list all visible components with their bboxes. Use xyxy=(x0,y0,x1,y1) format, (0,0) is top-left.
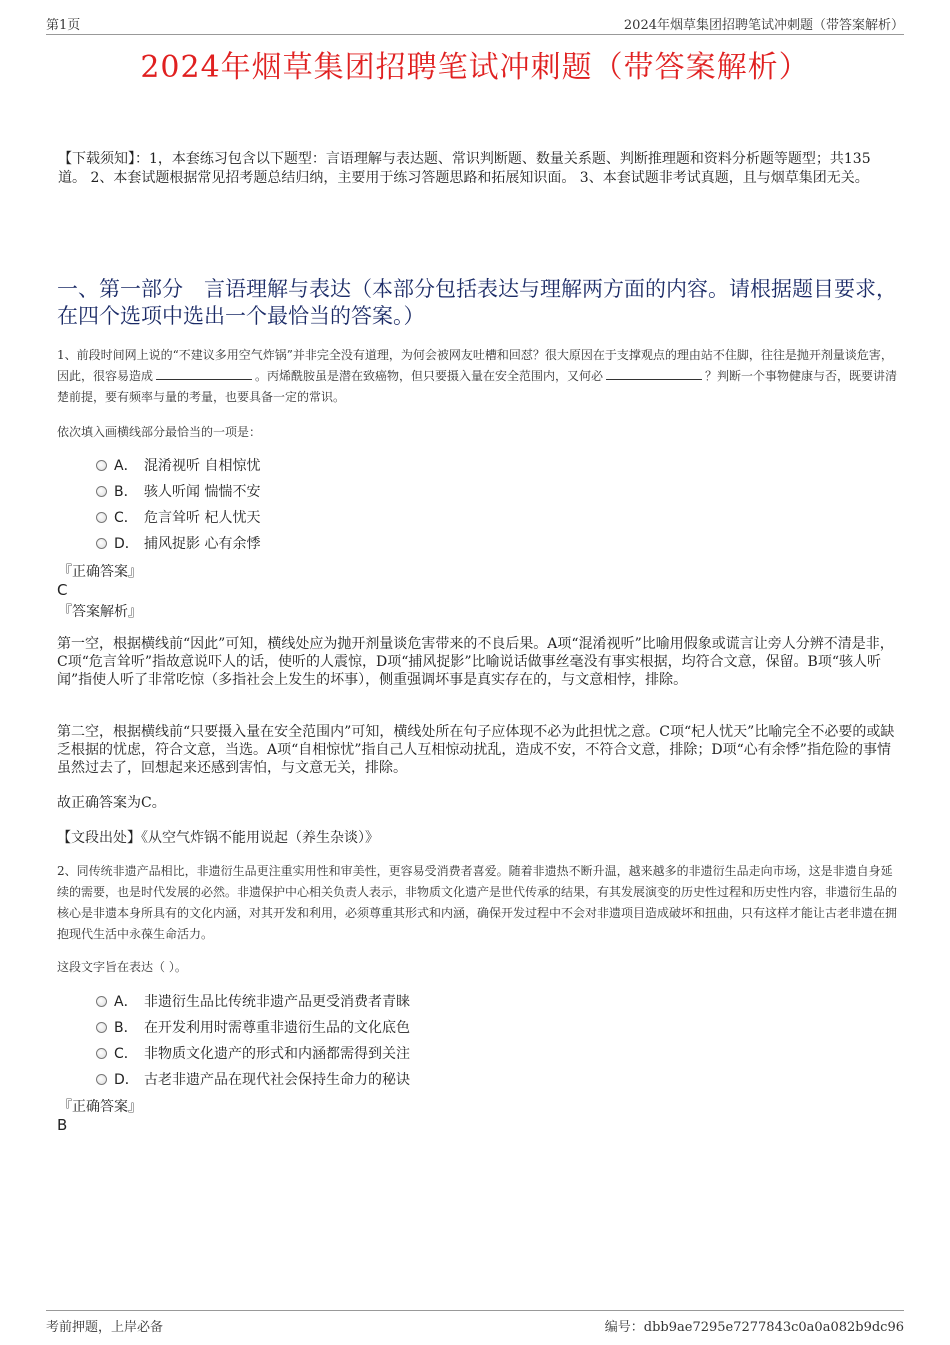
answer-value: B xyxy=(57,1116,68,1134)
option-c[interactable]: C． 非物质文化遗产的形式和内涵都需得到关注 xyxy=(96,1041,796,1067)
option-b[interactable]: B． 骇人听闻 惴惴不安 xyxy=(96,479,796,505)
fill-blank-2 xyxy=(606,367,702,380)
radio-icon[interactable] xyxy=(96,460,107,471)
radio-icon[interactable] xyxy=(96,486,107,497)
answer-label: 『正确答案』 xyxy=(58,564,142,580)
analysis-label: 『答案解析』 xyxy=(58,604,142,620)
question-2-prompt: 这段文字旨在表达（ ）。 xyxy=(57,960,187,974)
question-2-options xyxy=(96,989,796,1093)
analysis-conclusion: 故正确答案为C。 xyxy=(57,795,166,811)
download-notice: 【下载须知】：1，本套练习包含以下题型：言语理解与表达题、常识判断题、数量关系题、判断推理题和资料分析题等题型；共135道。 2、本套试题根据常见招考题总结归纳，主要用于练习答题思路和拓展知识面。 3、本套试题非考试真题，且与烟草集团无关。 xyxy=(58,151,871,186)
question-1-text-part1: 1、前段时间网上说的“不建议多用空气炸锅”并非完全没有道理，为何会被网友吐槽和回怼？很大原因在于支撑观点的理由站不住脚，往往是抛开剂量谈危害，因此，很容易造成 xyxy=(57,348,893,383)
option-a[interactable]: A． 混淆视听 自相惊忧 xyxy=(96,453,796,479)
page-footer xyxy=(46,1310,904,1336)
option-d[interactable]: D． 古老非遗产品在现代社会保持生命力的秘诀 xyxy=(96,1067,796,1093)
radio-icon[interactable] xyxy=(96,1022,107,1033)
analysis-paragraph-2: 第二空，根据横线前“只要摄入量在安全范围内”可知，横线处所在句子应体现不必为此担忧之意。C项“杞人忧天”比喻完全不必要的或缺乏根据的忧虑，符合文意，当选。A项“自相惊忧”指自己人互相惊动扰乱，造成不安，不符合文意，排除；D项“心有余悸”指危险的事情虽然过去了，回想起来还感到害怕，与文意无关，排除。 xyxy=(57,724,895,776)
radio-icon[interactable] xyxy=(96,512,107,523)
option-b[interactable]: B． 在开发利用时需尊重非遗衍生品的文化底色 xyxy=(96,1015,796,1041)
option-d[interactable]: D． 捕风捉影 心有余悸 xyxy=(96,531,796,557)
page-number: 第1页 xyxy=(46,18,81,33)
question-1-text-part2: 。丙烯酰胺虽是潜在致癌物，但只要摄入量在安全范围内，又何必 xyxy=(255,369,604,383)
radio-icon[interactable] xyxy=(96,1048,107,1059)
analysis-paragraph-1: 第一空，根据横线前“因此”可知，横线处应为抛开剂量谈危害带来的不良后果。A项“混淆视听”比喻用假象或谎言让旁人分辨不清是非，C项“危言耸听”指故意说吓人的话，使听的人震惊，D项“捕风捉影”比喻说话做事丝毫没有事实根据，均符合文意，保留。B项“骇人听闻”指使人听了非常吃惊（多指社会上发生的坏事），侧重强调坏事是真实存在的，与文意相悖，排除。 xyxy=(57,636,894,688)
radio-icon[interactable] xyxy=(96,1074,107,1085)
page-header xyxy=(46,12,904,35)
radio-icon[interactable] xyxy=(96,996,107,1007)
option-a[interactable]: A． 非遗衍生品比传统非遗产品更受消费者青睐 xyxy=(96,989,796,1015)
fill-blank-1 xyxy=(156,367,252,380)
passage-source: 【文段出处】《从空气炸锅不能用说起（养生杂谈）》 xyxy=(57,830,379,846)
answer-label: 『正确答案』 xyxy=(58,1099,142,1115)
question-1-prompt: 依次填入画横线部分最恰当的一项是： xyxy=(57,425,262,439)
question-1-text-part3: ？判断一个事物健康与否，既要讲清楚前提，要有频率与量的考量，也要具备一定的常识。 xyxy=(57,369,898,404)
radio-icon[interactable] xyxy=(96,538,107,549)
document-id: 编号：dbb9ae7295e7277843c0a0a082b9dc96 xyxy=(604,1320,904,1335)
footer-slogan: 考前押题，上岸必备 xyxy=(46,1320,164,1335)
section-title: 一、第一部分 言语理解与表达（本部分包括表达与理解两方面的内容。请根据题目要求，在四个选项中选出一个最恰当的答案。） xyxy=(57,277,897,328)
question-2-text: 2、同传统非遗产品相比，非遗衍生品更注重实用性和审美性，更容易受消费者喜爱。随着非遗热不断升温，越来越多的非遗衍生品走向市场，这是非遗自身延续的需要，也是时代发展的必然。非遗保护中心相关负责人表示，非物质文化遗产是世代传承的结果，有其发展演变的历史性过程和历史性内容，非遗衍生品的核心是非遗本身所具有的文化内涵，对其开发和利用，必须尊重其形式和内涵，确保开发过程中不会对非遗项目造成破坏和扭曲，只有这样才能让古老非遗在拥抱现代生活中永葆生命活力。 xyxy=(57,864,898,941)
answer-value: C xyxy=(57,581,68,599)
question-1-text xyxy=(57,345,899,408)
document-title: 2024年烟草集团招聘笔试冲刺题（带答案解析） xyxy=(140,50,810,85)
header-doc-name: 2024年烟草集团招聘笔试冲刺题（带答案解析） xyxy=(623,18,904,33)
option-c[interactable]: C． 危言耸听 杞人忧天 xyxy=(96,505,796,531)
question-1-options xyxy=(96,453,796,557)
